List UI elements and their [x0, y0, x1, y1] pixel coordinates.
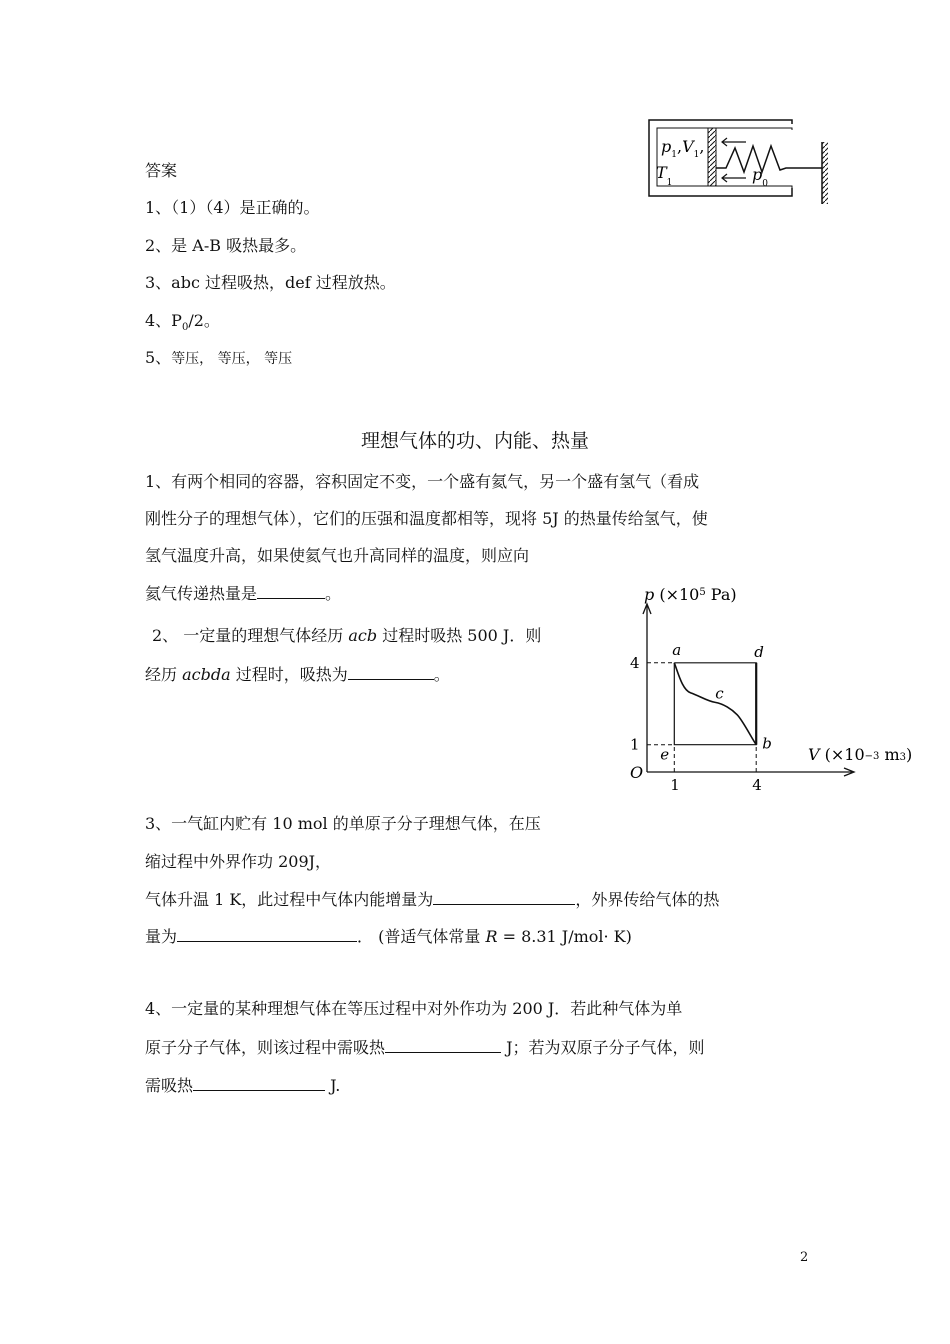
arrow-icon — [722, 138, 746, 146]
p1-sub: 1 — [671, 150, 677, 160]
q4-mono-blank[interactable] — [385, 1037, 501, 1053]
answer-3: 3、abc 过程吸热，def 过程放热。 — [145, 273, 396, 292]
answer-4-sub: 0 — [181, 322, 189, 333]
t1-label: T — [656, 163, 667, 182]
x-axis-label-unit: m — [879, 745, 900, 764]
x-axis-label-close: ) — [906, 745, 913, 764]
q3-line-2: 缩过程中外界作功 209J， — [145, 852, 332, 871]
q1-line-2: 刚性分子的理想气体），它们的压强和温度都相等，现将 5J 的热量传给氢气，使 — [145, 509, 708, 528]
q4-l3-a: 需吸热 — [145, 1076, 194, 1095]
q1-line-3: 氢气温度升高，如果使氦气也升高同样的温度，则应向 — [145, 546, 530, 565]
point-label-b: b — [762, 734, 772, 753]
q1-line-4 — [145, 583, 341, 604]
answer-5-values: 等压， 等压， 等压 — [171, 351, 293, 367]
x-axis-label-exp: −3 — [864, 751, 880, 762]
y-axis-label-p: p — [644, 585, 655, 604]
chart-marks — [674, 663, 756, 745]
q1-line-4-end: 。 — [325, 584, 342, 603]
page-number: 2 — [800, 1250, 809, 1265]
point-label-d: d — [754, 642, 764, 661]
v1-sub: 1 — [693, 150, 700, 160]
q4-line-2 — [145, 1037, 705, 1058]
q2-line-2-end: 。 — [433, 665, 450, 684]
q3-heat-blank[interactable] — [177, 926, 357, 942]
pv-chart — [620, 580, 930, 800]
q4-di-blank[interactable] — [193, 1075, 325, 1091]
svg-text:p1,V1,: $p_1,V_1$, — [661, 137, 705, 160]
x-tick-label: 4 — [752, 776, 762, 794]
q3-line-3 — [145, 889, 719, 910]
answer-5-num: 5、 — [145, 348, 172, 367]
q3-l4-r: R — [485, 927, 498, 946]
answer-4-post: /2。 — [188, 311, 220, 330]
svg-text:T1 — [656, 163, 672, 188]
t1-sub: 1 — [666, 178, 673, 188]
answer-2: 2、是 A-B 吸热最多。 — [145, 236, 307, 255]
process-curve-acb — [674, 663, 756, 745]
q4-l2-a: 原子分子气体，则该过程中需吸热 — [145, 1038, 386, 1057]
x-axis-label-v: V — [808, 745, 820, 764]
y-tick-label: 4 — [630, 653, 640, 672]
p0-label: p — [752, 165, 763, 184]
x-axis-label-rest: (×10 — [819, 745, 865, 764]
answer-4 — [145, 311, 220, 334]
answer-5 — [145, 348, 292, 369]
q4-l2-b: J；若为双原子分子气体，则 — [501, 1038, 705, 1057]
q3-energy-blank[interactable] — [433, 889, 575, 905]
v1-label: V — [682, 137, 694, 156]
point-label-e: e — [660, 745, 670, 764]
q2-l1-c: 过程时吸热 500 J．则 — [377, 626, 542, 645]
x-axis-label — [808, 745, 912, 764]
q2-l2-c: 过程时，吸热为 — [230, 665, 348, 684]
q1-line-1: 1、有两个相同的容器，容积固定不变，一个盛有氦气，另一个盛有氢气（看成 — [145, 472, 700, 491]
origin-label: O — [630, 763, 644, 782]
q2-line-2 — [145, 664, 450, 685]
q3-l4-b: ． (普适气体常量 — [357, 927, 486, 946]
x-axis-label-exp2: 3 — [899, 752, 907, 763]
q3-line-1: 3、一气缸内贮有 10 mol 的单原子分子理想气体，在压 — [145, 814, 541, 833]
q2-l2-a: 经历 — [145, 665, 183, 684]
answer-1: 1、（1）（4）是正确的。 — [145, 198, 320, 217]
arrow-icon — [722, 174, 746, 182]
x-tick-label: 1 — [670, 776, 680, 794]
piston-diagram — [640, 116, 840, 208]
section-title: 理想气体的功、内能、热量 — [360, 430, 589, 452]
answer-4-pre: 4、P — [145, 311, 182, 330]
q3-l4-c: = 8.31 J/mol· K) — [497, 927, 632, 946]
q1-answer-blank[interactable] — [257, 583, 325, 599]
q2-l1-b: acb — [348, 626, 378, 645]
q2-l2-b: acbda — [182, 665, 231, 684]
y-axis-label-rest: (×10 — [654, 585, 700, 604]
p0-sub: 0 — [762, 179, 768, 189]
q3-l3-b: ，外界传给气体的热 — [575, 890, 720, 909]
q3-l3-a: 气体升温 1 K，此过程中气体内能增量为 — [145, 890, 434, 909]
q2-l1-a: 2、 一定量的理想气体经历 — [152, 626, 349, 645]
process-rectangle — [674, 663, 756, 745]
chart-labels — [630, 641, 772, 794]
q4-line-1: 4、一定量的某种理想气体在等压过程中对外作功为 200 J．若此种气体为单 — [145, 999, 683, 1018]
y-tick-label: 1 — [630, 735, 640, 754]
wall-hatch — [822, 142, 828, 204]
q4-line-3 — [145, 1075, 340, 1096]
y-axis-label-exp: 5 — [699, 587, 706, 598]
point-label-a: a — [672, 640, 682, 659]
y-axis-label — [644, 585, 737, 604]
q3-l4-a: 量为 — [145, 927, 178, 946]
q4-l3-b: J. — [325, 1076, 341, 1095]
p1-label: p — [661, 137, 672, 156]
y-axis-label-unit: Pa) — [705, 585, 737, 604]
piston — [708, 128, 716, 186]
q1-line-4-text: 氦气传递热量是 — [145, 584, 258, 603]
point-label-c: c — [715, 684, 724, 703]
q2-line-1 — [152, 626, 541, 646]
svg-text:p0 — [752, 165, 768, 189]
q2-answer-blank[interactable] — [348, 664, 434, 680]
q3-line-4 — [145, 926, 632, 947]
spring — [716, 146, 822, 172]
answers-heading: 答案 — [145, 161, 178, 180]
